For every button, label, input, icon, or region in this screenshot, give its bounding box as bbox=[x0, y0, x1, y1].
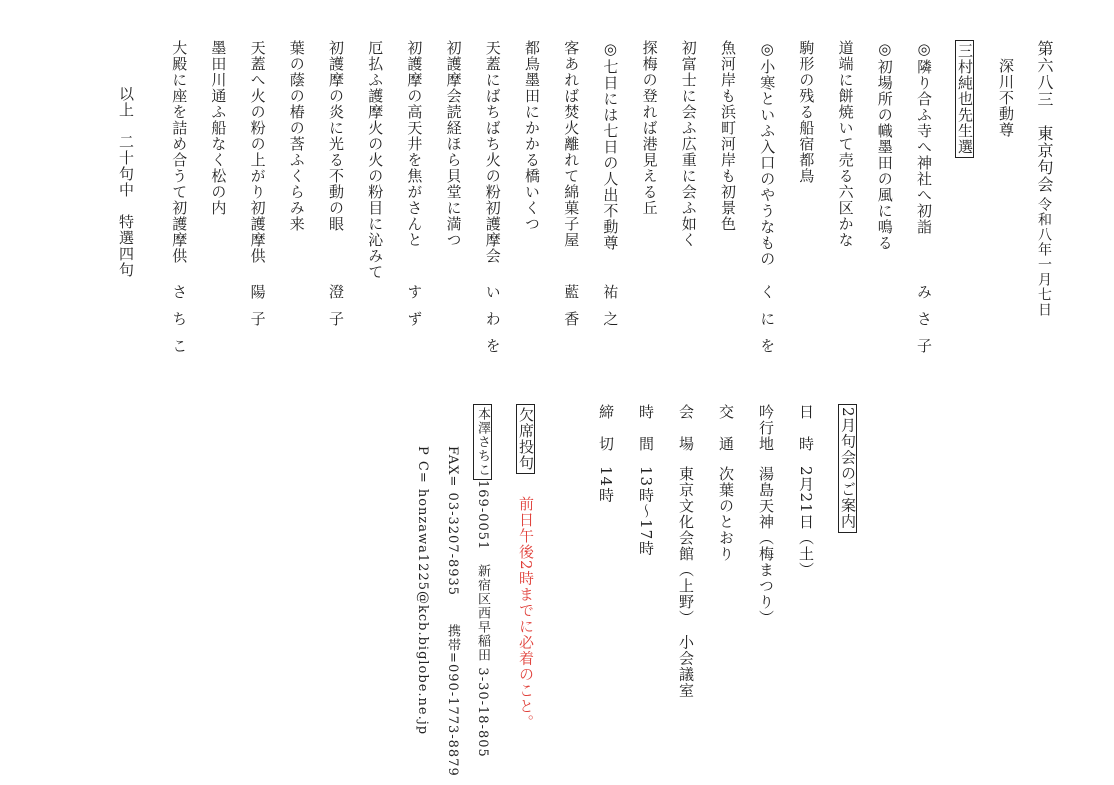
contact-address: 169-0051 新宿区西早稲田 3-30-18-805 bbox=[475, 480, 490, 758]
poem-author: くにを bbox=[758, 284, 777, 365]
notice-label: 時 間 bbox=[637, 404, 655, 452]
poem-author: 陽子 bbox=[248, 284, 267, 338]
poem-line: 墨田川通ふ船なく松の内 bbox=[209, 40, 228, 216]
poem-line: 探梅の登れば港見える丘 bbox=[640, 40, 659, 216]
poem-line: 初護摩の高天井を焦がさんと bbox=[405, 40, 424, 248]
poem-line: 初護摩会読経ほら貝堂に満つ bbox=[444, 40, 463, 248]
selection-summary: 以上 二十句中 特選四句 bbox=[117, 86, 135, 278]
poem-line: ◎初場所の幟墨田の風に鳴る bbox=[875, 40, 894, 251]
poem-line: 道端に餅焼いて売る六区かな bbox=[836, 40, 855, 248]
page-title bbox=[1036, 40, 1052, 317]
poem-author: みさ子 bbox=[915, 284, 933, 365]
notice-row bbox=[758, 404, 773, 626]
poem-author: さちこ bbox=[170, 284, 189, 365]
poem-line: ◎隣り合ふ寺へ神社へ初詣 bbox=[915, 40, 933, 235]
poem-line: 天蓋にばちばち火の粉初護摩会 bbox=[483, 40, 502, 264]
absence-deadline: 前日午後2時までに必着のこと。 bbox=[517, 496, 535, 731]
contact-name: 本澤さちこ bbox=[473, 404, 492, 480]
poem-line: 天蓋へ火の粉の上がり初護摩供 bbox=[248, 40, 267, 264]
notice-label: 締 切 bbox=[597, 404, 615, 452]
notice-label: 会 場 bbox=[677, 404, 695, 452]
poem-line: 初護摩の炎に光る不動の眼 bbox=[327, 40, 345, 232]
notice-value: 湯島天神（梅まつり） bbox=[757, 466, 775, 626]
poem-line: ◎小寒といふ入口のやうなもの bbox=[758, 40, 777, 267]
poem-author: いわを bbox=[483, 284, 502, 365]
notice-row bbox=[678, 404, 693, 699]
poem-line: 葉の蔭の椿の莟ふくらみ来 bbox=[287, 40, 306, 232]
notice-row bbox=[638, 404, 653, 556]
selection-heading: 三村純也先生選 bbox=[955, 40, 974, 158]
poem-line: 駒形の残る船宿都鳥 bbox=[797, 40, 816, 184]
notice-value: 次葉のとおり bbox=[717, 466, 735, 562]
poem-line: 厄払ふ護摩火の火の粉目に沁みて bbox=[366, 40, 385, 280]
poem-author: 藍香 bbox=[562, 284, 581, 338]
poem-line: ◎七日には七日の人出不動尊 bbox=[601, 40, 620, 251]
poem-line: 魚河岸も浜町河岸も初景色 bbox=[719, 40, 737, 232]
notice-value: 2月21日（土） bbox=[797, 466, 815, 578]
notice-label: 交 通 bbox=[717, 404, 735, 452]
poem-author: すず bbox=[405, 284, 424, 338]
notice-value: 東京文化会館（上野） 小会議室 bbox=[677, 466, 695, 699]
poem-author: 祐之 bbox=[601, 284, 620, 338]
notice-value: 13時～17時 bbox=[637, 466, 655, 557]
poem-line: 大殿に座を詰め合うて初護摩供 bbox=[170, 40, 189, 264]
absence-label: 欠席投句 bbox=[516, 404, 535, 474]
venue-line: 深川不動尊 bbox=[997, 58, 1015, 138]
poem-line: 初富士に会ふ広重に会ふ如く bbox=[679, 40, 698, 248]
date-text: 令和八年一月七日 bbox=[1036, 197, 1052, 317]
poem-author: 澄子 bbox=[327, 284, 345, 338]
notice-row bbox=[718, 404, 733, 562]
poem-line: 都鳥墨田にかかる橋いくつ bbox=[523, 40, 541, 232]
notice-row bbox=[598, 404, 613, 503]
contact-fax-phone: FAX= 03-3207-8935 携帯=090-1773-8879 bbox=[445, 446, 460, 777]
notice-label: 日 時 bbox=[797, 404, 815, 452]
notice-value: 14時 bbox=[597, 466, 615, 504]
notice-row bbox=[798, 404, 813, 578]
notice-label: 吟行地 bbox=[757, 404, 775, 452]
contact-pc: P C= honzawa1225@kcb.biglobe.ne.jp bbox=[415, 446, 430, 736]
contact-block bbox=[476, 404, 489, 758]
title-text: 第六八三 東京句会 bbox=[1035, 40, 1054, 193]
notice-heading: 2月句会のご案内 bbox=[838, 404, 857, 533]
poem-line: 客あれば焚火離れて綿菓子屋 bbox=[562, 40, 581, 248]
